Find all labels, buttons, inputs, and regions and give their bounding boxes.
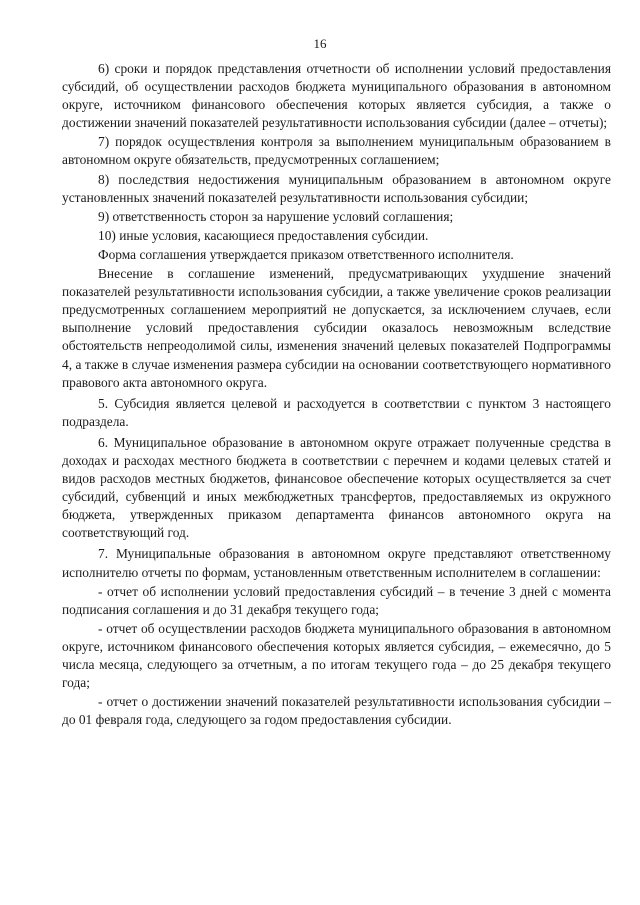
paragraph-item-9: 9) ответственность сторон за нарушение условий соглашения; — [98, 208, 454, 224]
paragraph-clause-5: 5. Субсидия является целевой и расходуется в соответствии с пунктом 3 настоящего подраздела. — [62, 395, 611, 429]
paragraph-clause-7: 7. Муниципальные образования в автономном округе представляют ответственному исполнителю отчеты по формам, установленным ответственным исполнителем в соглашении: — [62, 546, 611, 580]
paragraph-clause-6: 6. Муниципальное образование в автономном округе отражает полученные средства в доходах и расходах местного бюджета в соответствии с перечнем и кодами целевых статей и видов расходов местных бюджетов, финансовое обеспечение которых осуществляется за счет субсидий, субвенций и иных межбюджетных трансфертов, предоставляемых из окружного бюджета, утвержденных приказом департамента финансов автономного округа на соответствующий год. — [62, 434, 611, 541]
paragraph-item-6: 6) сроки и порядок представления отчетности об исполнении условий предоставления субсидий, об осуществлении расходов бюджета муниципального образования в автономном округе, источником финансового обеспечения которых является субсидия, а также о достижении значений показателей результативности использования субсидии (далее – отчеты); — [62, 61, 611, 131]
paragraph-item-10: 10) иные условия, касающиеся предоставления субсидии. — [98, 227, 429, 243]
list-item-report-indicators: - отчет о достижении значений показателей результативности использования субсидии – до 01 февраля года, следующего за годом предоставления субсидии. — [62, 694, 611, 728]
paragraph-item-7: 7) порядок осуществления контроля за выполнением муниципальным образованием в автономном округе обязательств, предусмотренных соглашением; — [62, 134, 611, 168]
document-body — [62, 60, 611, 730]
list-item-report-conditions: - отчет об исполнении условий предоставления субсидий – в течение 3 дней с момента подписания соглашения и до 31 декабря текущего года; — [62, 583, 611, 617]
paragraph-amendments: Внесение в соглашение изменений, предусматривающих ухудшение значений показателей результативности использования субсидии, а также увеличение сроков реализации предусмотренных соглашением мероприятий не допускается, за исключением случаев, если выполнение условий предоставления субсидии оказалось невозможным вследствие обстоятельств непреодолимой силы, изменения значений целевых показателей Подпрограммы 4, а также в случае изменения размера субсидии на основании соответствующего нормативного правового акта автономного округа. — [62, 266, 611, 390]
paragraph-item-8: 8) последствия недостижения муниципальным образованием в автономном округе установленных значений показателей результативности использования субсидии; — [62, 171, 611, 205]
list-item-report-expenses: - отчет об осуществлении расходов бюджета муниципального образования в автономном округе, источником финансового обеспечения которых является субсидия, – ежемесячно, до 5 числа месяца, следующего за отчетным, а по итогам текущего года – до 25 декабря текущего года; — [62, 620, 611, 691]
page-number: 16 — [313, 36, 327, 51]
paragraph-agreement-form: Форма соглашения утверждается приказом ответственного исполнителя. — [98, 246, 514, 262]
